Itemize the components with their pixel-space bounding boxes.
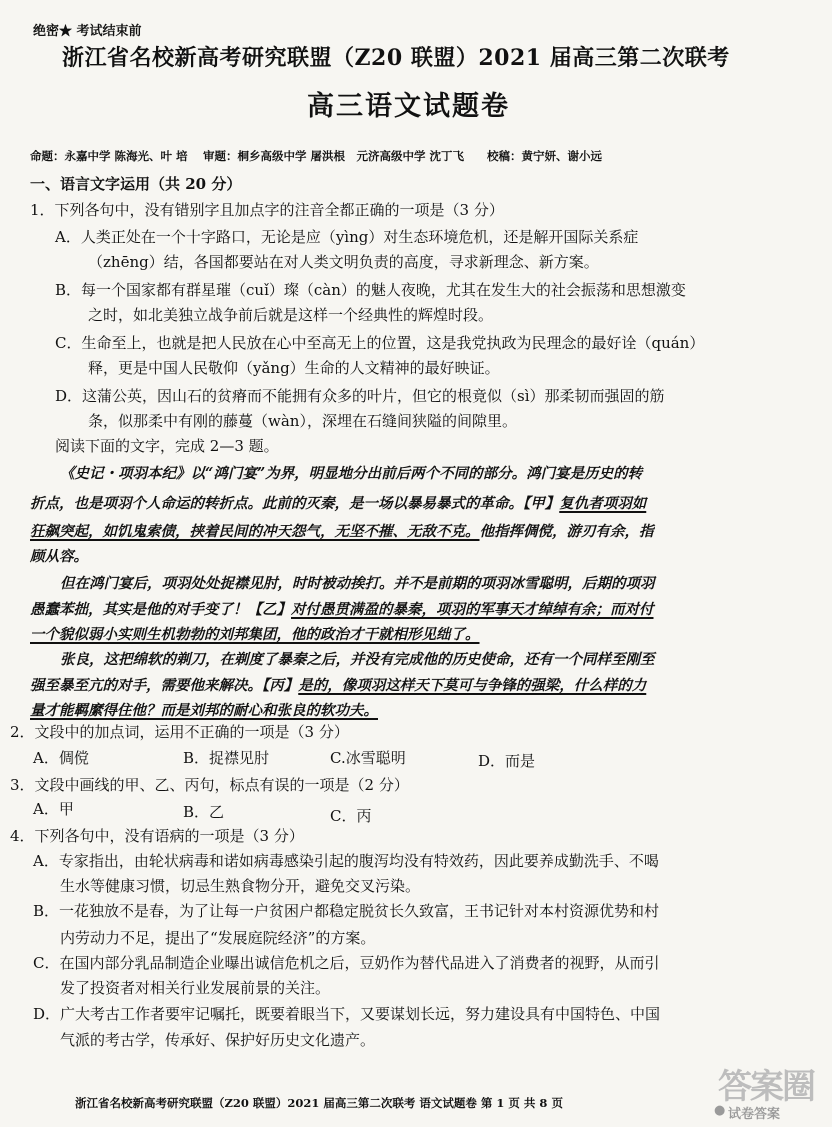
- paper-title: 高三语文试题卷: [307, 91, 510, 122]
- q4-option-d-line1: D．广大考古工作者要牢记嘱托，既要着眼当下，又要谋划长远，努力建设具有中国特色、中国: [33, 1005, 661, 1023]
- q1-option-b-line2: 之时，如北美独立战争前后就是这样一个经典性的辉煌时段。: [88, 306, 494, 324]
- q4-option-b-line2: 内劳动力不足，提出了“发展庭院经济”的方案。: [60, 929, 376, 947]
- q4-option-c-line2: 发了投资者对相关行业发展前景的关注。: [60, 979, 331, 997]
- watermark-subtext: 试卷答案: [728, 1107, 781, 1122]
- q2-option-a: A．倜傥: [33, 749, 89, 767]
- passage-p1-line2: [30, 494, 646, 514]
- passage-p2-line1: 但在鸿门宴后，项羽处处捉襟见肘，时时被动挨打。并不是前期的项羽冰雪聪明，后期的项羽: [60, 575, 655, 592]
- passage-sentence-yi-cont: 一个貌似弱小实则生机勃勃的刘邦集团，他的政治才干就相形见绌了。: [30, 626, 480, 643]
- q1-option-a-line2: （zhēng）结，各国都要站在对人类文明负责的高度，寻求新理念、新方案。: [88, 253, 599, 271]
- passage-sentence-bing-cont: 量才能羁縻得住他？而是刘邦的耐心和张良的软功夫。: [30, 702, 378, 719]
- q1-option-c-line1: C．生命至上，也就是把人民放在心中至高无上的位置，这是我党执政为民理念的最好诠（quán）: [55, 334, 705, 352]
- confidential-label: 绝密★ 考试结束前: [33, 24, 142, 39]
- passage-p1-line3: [30, 522, 654, 542]
- q2-option-b: B．捉襟见肘: [183, 749, 270, 767]
- q1-option-d-line1: D．这蒲公英，因山石的贫瘠而不能拥有众多的叶片，但它的根竟似（sì）那柔韧而强固的筋: [55, 387, 665, 405]
- q3-stem: 3．文段中画线的甲、乙、丙句，标点有误的一项是（2 分）: [10, 776, 409, 794]
- q4-option-b-line1: B．一花独放不是春，为了让每一户贫困户都稳定脱贫长久致富，王书记针对本村资源优势和村: [33, 902, 660, 920]
- passage-p3-line1: 张良，这把绵软的剃刀，在剃度了暴秦之后，并没有完成他的历史使命，还有一个同样至刚至: [60, 651, 655, 668]
- passage-p1-line3-rest: 他指挥倜傥，游刃有余，指: [479, 523, 654, 540]
- passage-sentence-bing: 是的，像项羽这样天下莫可与争锋的强梁，什么样的力: [298, 677, 647, 694]
- page-footer: 浙江省名校新高考研究联盟（Z20 联盟）2021 届高三第二次联考 语文试题卷 第 1 页 共 8 页: [75, 1096, 563, 1110]
- watermark-text: 答案圈: [718, 1067, 814, 1107]
- passage-p1-line2-text: 折点，也是项羽个人命运的转折点。此前的灭秦，是一场以暴易暴式的革命。【甲】: [30, 495, 560, 512]
- passage-p3-line2: [30, 676, 646, 696]
- wechat-icon: ●: [714, 1103, 726, 1118]
- q1-option-b-line1: B．每一个国家都有群星璀（cuǐ）璨（càn）的魅人夜晚，尤其在发生大的社会振荡和思想激变: [55, 281, 686, 299]
- q3-option-b: B．乙: [183, 803, 225, 821]
- passage-p1-line1: 《史记・项羽本纪》以“鸿门宴”为界，明显地分出前后两个不同的部分。鸿门宴是历史的转: [60, 465, 643, 482]
- q2-stem: 2．文段中的加点词，运用不正确的一项是（3 分）: [10, 723, 349, 741]
- q4-option-c-line1: C．在国内部分乳品制造企业曝出诚信危机之后，豆奶作为替代品进入了消费者的视野，从而引: [33, 954, 660, 972]
- passage-p2-line2-text: 愚蠢苯拙，其实是他的对手变了！【乙】: [30, 601, 291, 618]
- q1-option-c-line2: 释，更是中国人民敬仰（yǎng）生命的人文精神的最好映证。: [88, 359, 500, 377]
- q3-option-c: C．丙: [330, 807, 372, 825]
- passage-sentence-yi: 对付愚贯满盈的暴秦，项羽的军事天才绰绰有余；而对付: [291, 601, 654, 618]
- q4-option-a-line2: 生水等健康习惯，切忌生熟食物分开，避免交叉污染。: [60, 877, 421, 895]
- credits-line: 命题：永嘉中学 陈海光、叶 培 审题：桐乡高级中学 屠洪根 元济高级中学 沈丁飞 校稿：黄宁妍、谢小远: [30, 149, 603, 163]
- q3-option-a: A．甲: [33, 800, 74, 818]
- exam-title: 浙江省名校新高考研究联盟（Z20 联盟）2021 届高三第二次联考: [62, 45, 730, 71]
- passage-sentence-jia: 复仇者项羽如: [559, 495, 647, 512]
- section-heading: 一、语言文字运用（共 20 分）: [30, 175, 242, 193]
- q2-option-c: C.冰雪聪明: [330, 749, 406, 767]
- passage-p3-line2-text: 强至暴至亢的对手，需要他来解决。【丙】: [30, 677, 299, 694]
- q1-option-d-line2: 条，似那柔中有刚的藤蔓（wàn），深埋在石缝间狭隘的间隙里。: [88, 412, 517, 430]
- q2-option-d: D．而是: [478, 752, 536, 770]
- passage-p1-line4: 顾从容。: [30, 548, 88, 565]
- passage-p2-line2: [30, 600, 654, 620]
- q4-option-a-line1: A．专家指出，由轮状病毒和诺如病毒感染引起的腹泻均没有特效药，因此要养成勤洗手、不喝: [33, 852, 659, 870]
- q4-stem: 4．下列各句中，没有语病的一项是（3 分）: [10, 827, 304, 845]
- q4-option-d-line2: 气派的考古学，传承好、保护好历史文化遗产。: [60, 1031, 376, 1049]
- watermark-logo: [714, 1055, 824, 1125]
- passage-sentence-jia-cont: 狂飙突起，如饥鬼索债，挟着民间的冲天怨气，无坚不摧、无敌不克。: [30, 523, 480, 540]
- reading-intro: 阅读下面的文字，完成 2—3 题。: [55, 437, 279, 455]
- q1-option-a-line1: A．人类正处在一个十字路口，无论是应（yìng）对生态环境危机，还是解开国际关系症: [55, 228, 639, 246]
- q1-stem: 1．下列各句中，没有错别字且加点字的注音全都正确的一项是（3 分）: [30, 201, 504, 219]
